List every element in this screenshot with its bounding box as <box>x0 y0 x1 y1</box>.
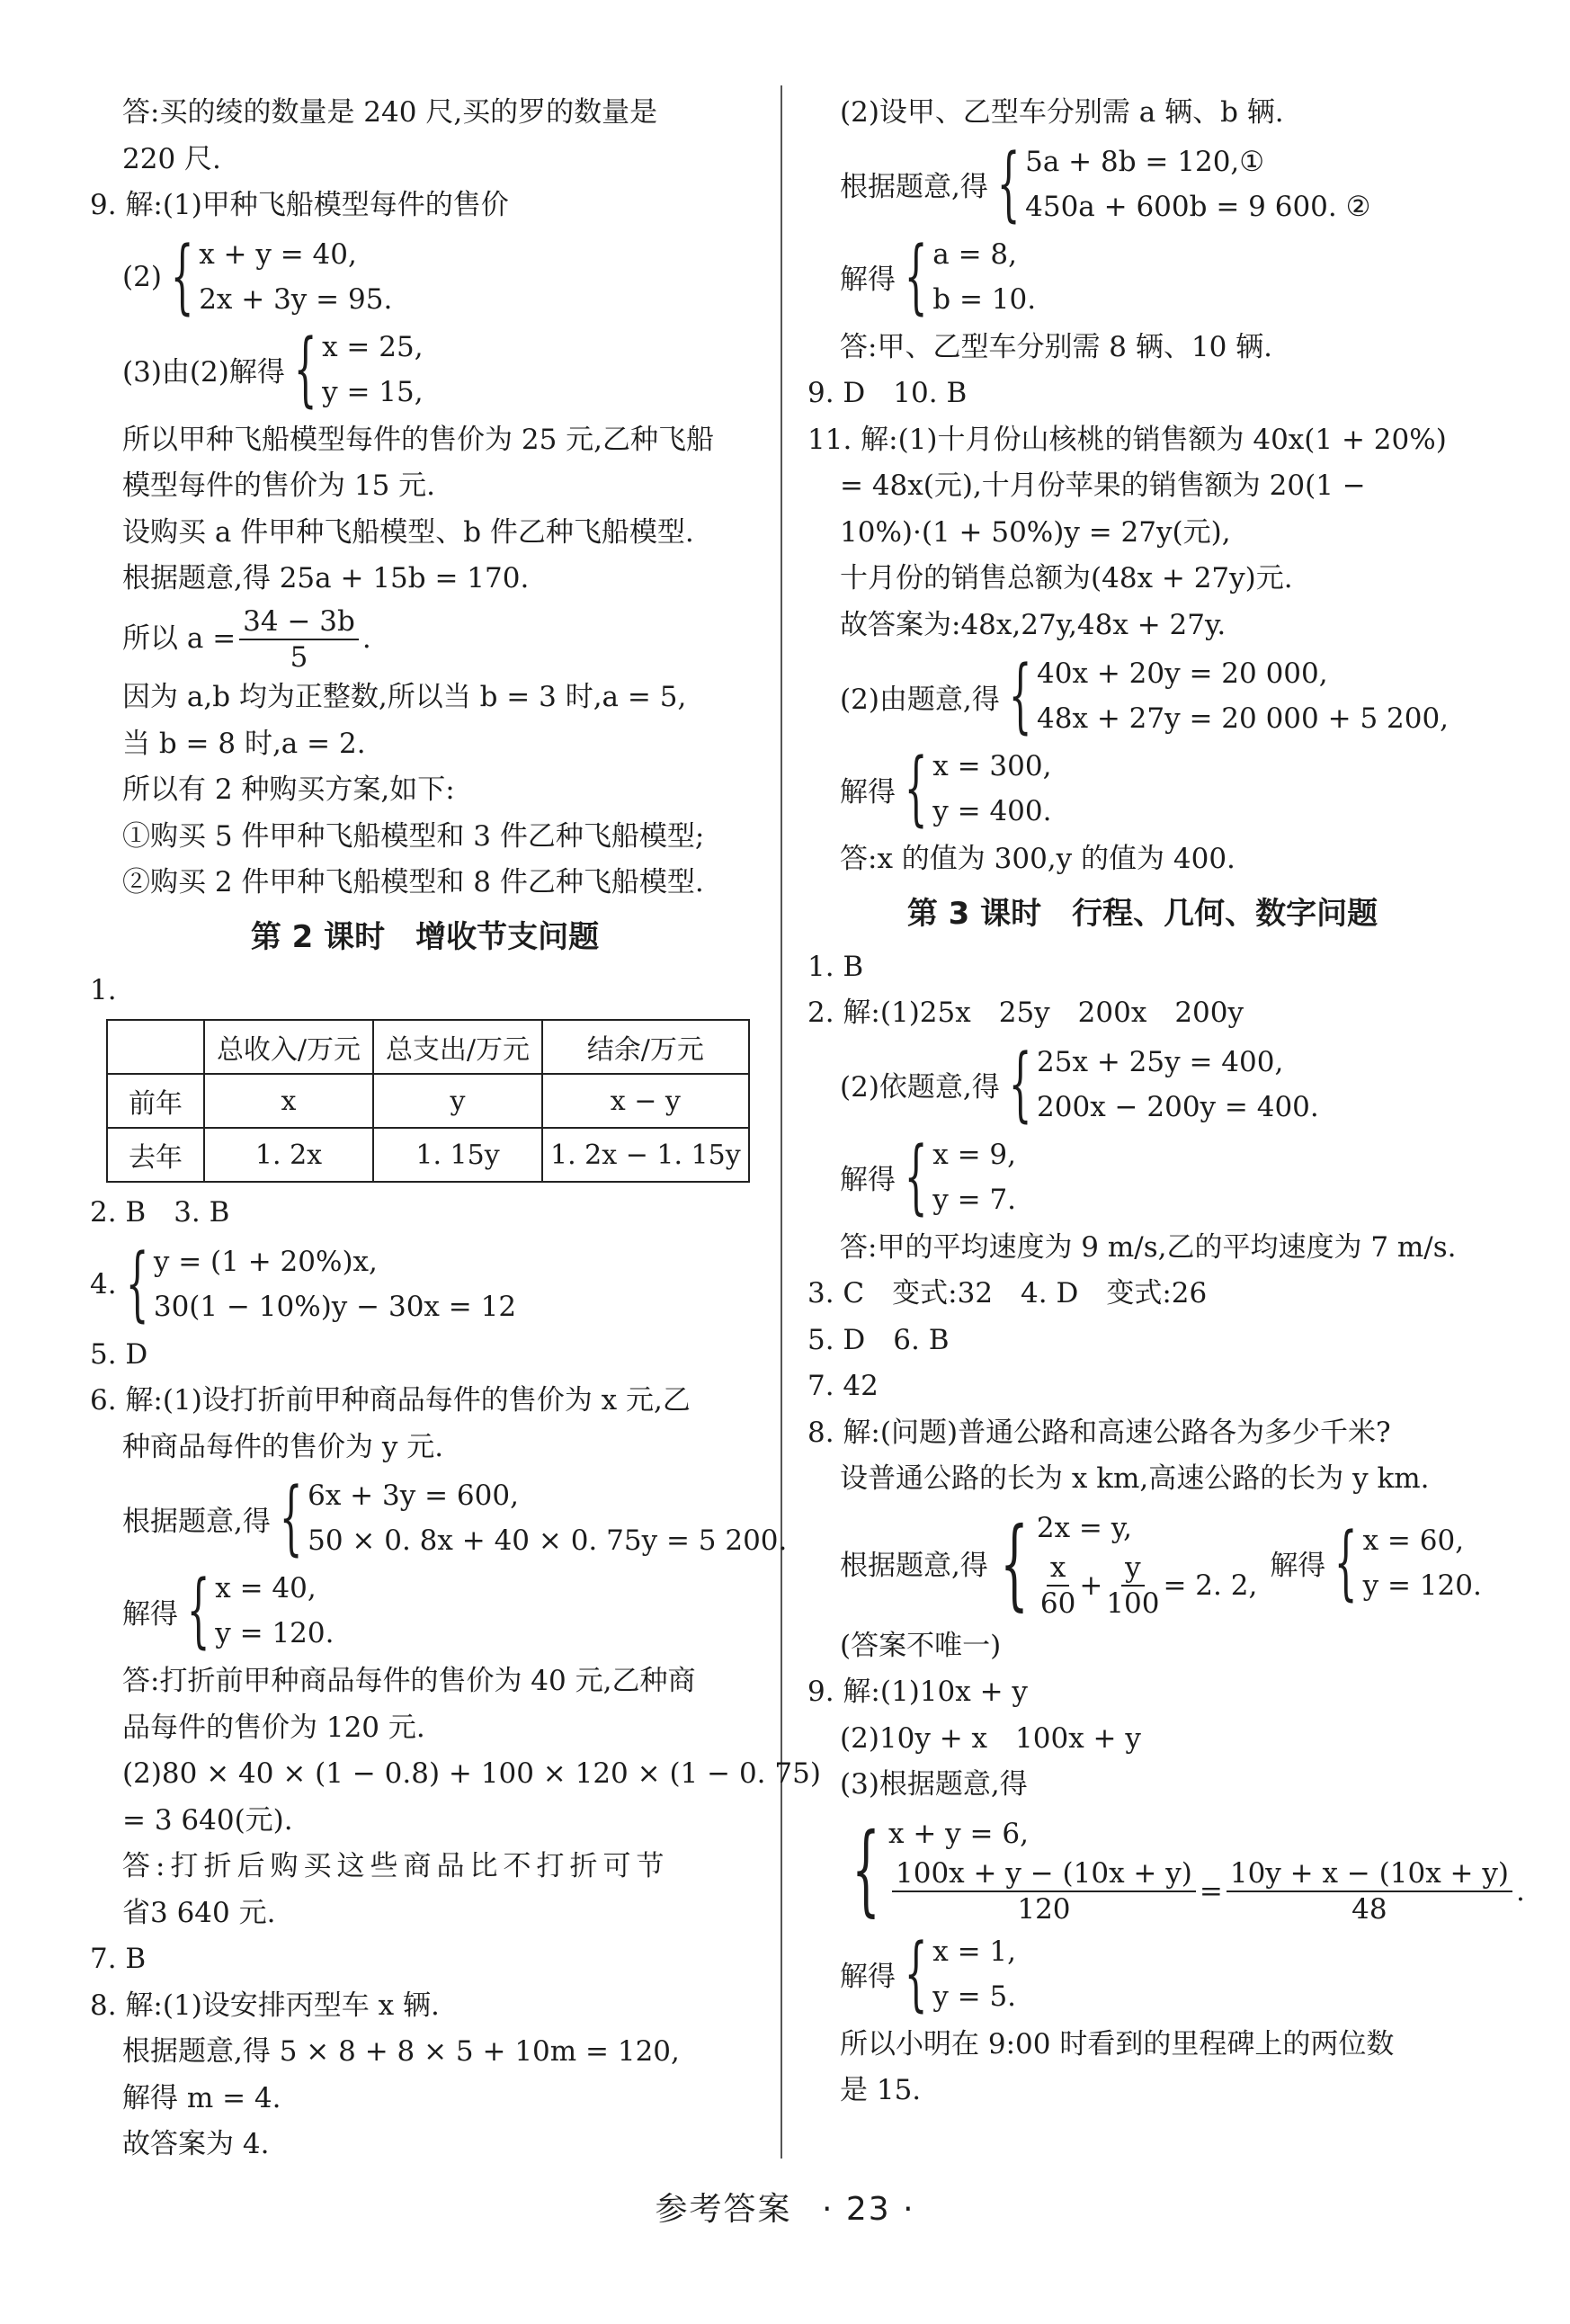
column-divider <box>781 85 782 2159</box>
equation-system: 解得 { x = 9, y = 7. <box>840 1129 1017 1224</box>
equation-system: 解得 { x = 300, y = 400. <box>840 741 1052 836</box>
answer-line: 答:x 的值为 300,y 的值为 400. <box>840 843 1235 875</box>
answer-line: 是 15. <box>840 2074 922 2106</box>
equation-system: 解得 { a = 8, b = 10. <box>840 228 1037 324</box>
answer-line: 5. D 6. B <box>807 1323 950 1356</box>
equation-system: 解得 { x = 40, y = 120. <box>122 1563 335 1658</box>
answer-line: 根据题意,得 25a + 15b = 170. <box>122 562 530 594</box>
answer-line: 答:打折前甲种商品每件的售价为 40 元,乙种商 <box>122 1665 696 1697</box>
answer-line: ①购买 5 件甲种飞船模型和 3 件乙种飞船模型; <box>122 819 705 853</box>
answer-line: 10%)·(1 + 50%)y = 27y(元), <box>840 515 1231 549</box>
answer-line: 2. B 3. B <box>90 1196 230 1229</box>
answer-line: 答:打折后购买这些商品比不打折可节 <box>122 1850 670 1882</box>
answer-line: 解得 m = 4. <box>122 2081 281 2114</box>
answer-line: 故答案为:48x,27y,48x + 27y. <box>840 608 1227 641</box>
answer-line: 答:甲、乙型车分别需 8 辆、10 辆. <box>840 330 1273 363</box>
answer-line: (3)根据题意,得 <box>840 1768 1028 1801</box>
answer-line: 5. D <box>90 1337 148 1371</box>
answer-line: = 48x(元),十月份苹果的销售额为 20(1 − <box>840 469 1366 502</box>
question-8: 8. 解:(1)设安排丙型车 x 辆. <box>90 1989 440 2022</box>
equation-system: (2)依题意,得 { 25x + 25y = 400, 200x − 200y = 400. <box>840 1036 1319 1131</box>
section-heading: 第 2 课时 增收节支问题 <box>250 918 600 955</box>
answer-line: 因为 a,b 均为正整数,所以当 b = 3 时,a = 5, <box>122 681 687 713</box>
footer-label: 参考答案 <box>655 2191 792 2228</box>
question-1: 1. <box>90 973 117 1006</box>
answer-line: 根据题意,得 5 × 8 + 8 × 5 + 10m = 120, <box>122 2035 680 2068</box>
answer-line: 1. B <box>807 950 864 983</box>
answer-line: 省3 640 元. <box>122 1896 276 1929</box>
answer-line: 十月份的销售总额为(48x + 27y)元. <box>840 562 1293 594</box>
equation-system: (3)由(2)解得 { x = 25, y = 15, <box>122 321 424 416</box>
equation-system: 解得 { x = 1, y = 5. <box>840 1926 1017 2021</box>
answer-line: 7. B <box>90 1943 147 1975</box>
answer-table: 总收入/万元 总支出/万元 结余/万元 前年 x y x − y 去年 1. 2x 1. 15y 1. 2x − 1. 15y <box>106 1019 750 1183</box>
equation-system: (2)由题意,得 { 40x + 20y = 20 000, 48x + 27y = 20 000 + 5 200, <box>840 648 1450 743</box>
answer-line: (2)10y + x 100x + y <box>840 1721 1141 1755</box>
fraction-line: 所以 a = $\frac{34 - 3b}{5}$ . <box>122 605 371 674</box>
question-9: 9. 解:(1)10x + y <box>807 1676 1028 1708</box>
equation-system: 根据题意,得 { 6x + 3y = 600, 50 × 0. 8x + 40 × 0. 75y = 5 200. <box>122 1470 788 1565</box>
answer-line: 9. D 10. B <box>807 377 968 409</box>
answer-line: (2)80 × 40 × (1 − 0.8) + 100 × 120 × (1 − 0. 75) <box>122 1757 821 1790</box>
equation-system: 4. { y = (1 + 20%)x, 30(1 − 10%)y − 30x = 12 <box>90 1236 517 1331</box>
answer-line: 220 尺. <box>122 142 221 175</box>
answer-line: 答:甲的平均速度为 9 m/s,乙的平均速度为 7 m/s. <box>840 1230 1457 1264</box>
equation-system: { x + y = 6, $\frac{100x + y - (10x + y)}{120}$ = $\frac{10y + x - (10x + y)}{48}$ . <box>852 1810 1525 1926</box>
answer-line: 当 b = 8 时,a = 2. <box>122 727 366 760</box>
equation-system: 根据题意,得 { 2x = y, $\frac{x}{60}$ + $\frac{y}{100}$ = 2. 2, 解得 { x = 60, y = 120. <box>840 1505 1482 1621</box>
question-6: 6. 解:(1)设打折前甲种商品每件的售价为 x 元,乙 <box>90 1384 691 1417</box>
answer-line: 3. C 变式:32 4. D 变式:26 <box>807 1277 1208 1309</box>
answer-line: ②购买 2 件甲种飞船模型和 8 件乙种飞船模型. <box>122 866 704 898</box>
left-column <box>90 90 821 2168</box>
equation-system: (2) { x + y = 40, 2x + 3y = 95. <box>122 228 393 324</box>
answer-line: 设购买 a 件甲种飞船模型、b 件乙种飞船模型. <box>122 515 694 549</box>
question-2: 2. 解:(1)25x 25y 200x 200y <box>807 997 1244 1029</box>
answer-line: = 3 640(元). <box>122 1803 293 1837</box>
answer-line: 设普通公路的长为 x km,高速公路的长为 y km. <box>840 1462 1430 1495</box>
right-column <box>807 90 1525 2114</box>
answer-line: 所以小明在 9:00 时看到的里程碑上的两位数 <box>840 2027 1395 2060</box>
answer-line: 故答案为 4. <box>122 2128 270 2160</box>
page-number: · 23 · <box>821 2191 915 2228</box>
answer-line: 所以甲种飞船模型每件的售价为 25 元,乙种飞船 <box>122 423 715 456</box>
answer-line: (2)设甲、乙型车分别需 a 辆、b 辆. <box>840 96 1284 129</box>
answer-line: 种商品每件的售价为 y 元. <box>122 1430 444 1463</box>
page-footer <box>0 2184 1570 2230</box>
equation-system: 根据题意,得 { 5a + 8b = 120,① 450a + 600b = 9 600. ② <box>840 136 1371 231</box>
question-9: 9. 解:(1)甲种飞船模型每件的售价 <box>90 189 509 221</box>
answer-line: (答案不唯一) <box>840 1629 1002 1662</box>
answer-line: 所以有 2 种购买方案,如下: <box>122 773 455 806</box>
question-8: 8. 解:(问题)普通公路和高速公路各为多少千米? <box>807 1416 1391 1449</box>
answer-line: 模型每件的售价为 15 元. <box>122 469 436 502</box>
question-11: 11. 解:(1)十月份山核桃的销售额为 40x(1 + 20%) <box>807 423 1447 456</box>
answer-line: 品每件的售价为 120 元. <box>122 1711 425 1744</box>
answer-line: 答:买的绫的数量是 240 尺,买的罗的数量是 <box>122 96 658 129</box>
answer-line: 7. 42 <box>807 1370 879 1402</box>
section-heading: 第 3 课时 行程、几何、数字问题 <box>906 895 1378 932</box>
